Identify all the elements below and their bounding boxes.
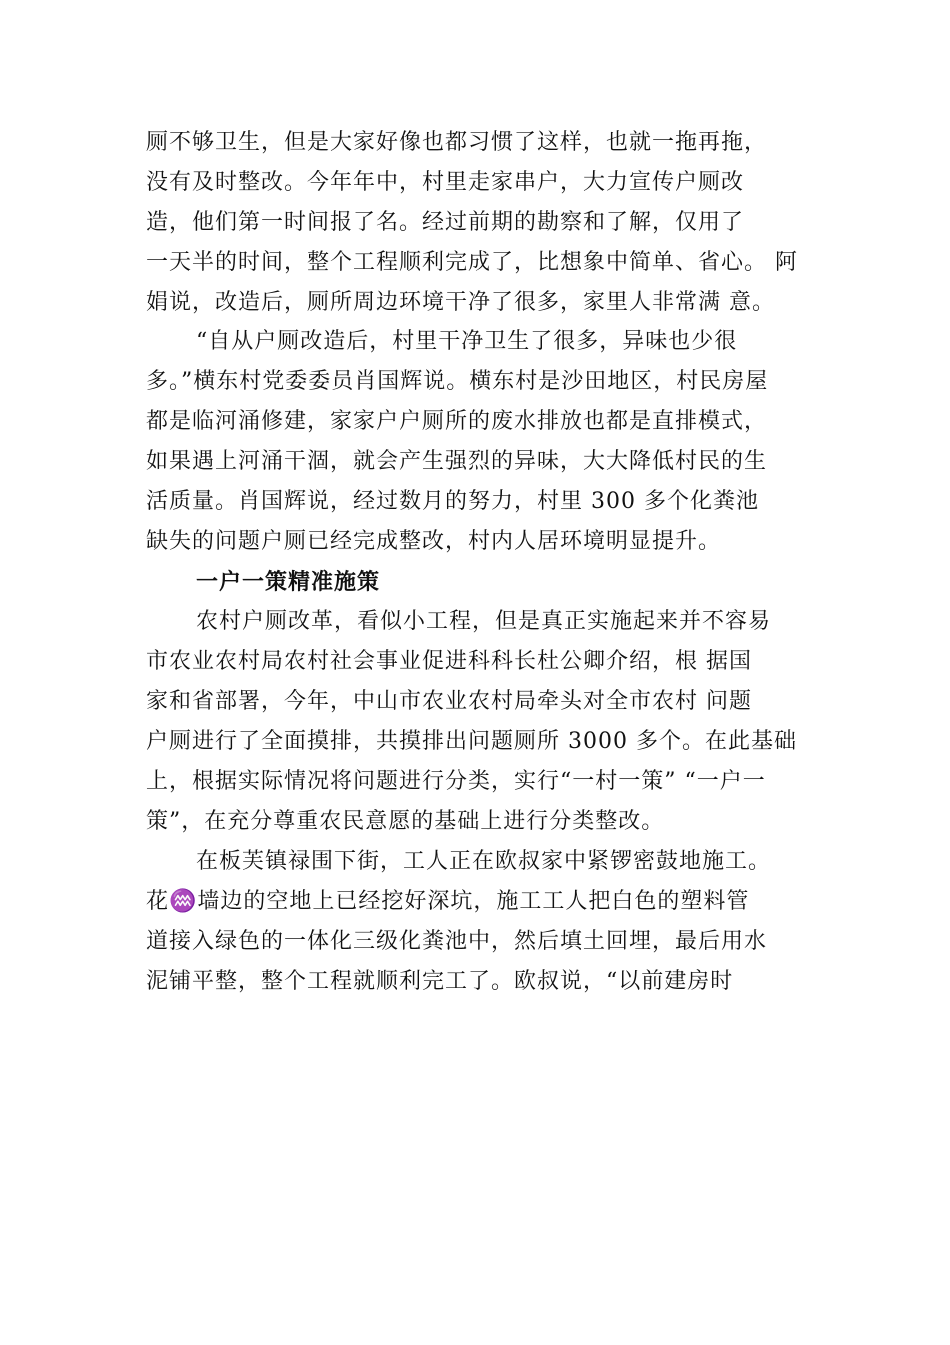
paragraph-line: 泥铺平整，整个工程就顺利完工了。欧叔说，“以前建房时 — [146, 969, 734, 994]
paragraph-line: 厕不够卫生，但是大家好像也都习惯了这样，也就一拖再拖， — [146, 130, 768, 155]
paragraph-line: 农村户厕改革，看似小工程，但是真正实施起来并不容易 — [196, 609, 772, 634]
paragraph-line: 策”，在充分尊重农民意愿的基础上进行分类整改。 — [146, 809, 665, 834]
paragraph-line: 造，他们第一时间报了名。经过前期的勘察和了解，仅用了 — [146, 210, 745, 235]
paragraph-line: 户厕进行了全面摸排，共摸排出问题厕所 3000 多个。在此基础 — [146, 729, 797, 754]
paragraph-line: 花♒墙边的空地上已经挖好深坑，施工工人把白色的塑料管 — [146, 889, 750, 914]
paragraph-line: 道接入绿色的一体化三级化粪池中，然后填土回埋，最后用水 — [146, 929, 768, 954]
section-heading: 一户一策精准施策 — [196, 569, 381, 595]
paragraph-line: 家和省部署，今年，中山市农业农村局牵头对全市农村 问题 — [146, 689, 752, 714]
paragraph-line: 缺失的问题户厕已经完成整改，村内人居环境明显提升。 — [146, 529, 722, 554]
paragraph-line: “自从户厕改造后，村里干净卫生了很多，异味也少很 — [196, 329, 738, 354]
paragraph-line: 都是临河涌修建，家家户户厕所的废水排放也都是直排模式， — [146, 409, 768, 434]
paragraph-line: 一天半的时间，整个工程顺利完成了，比想象中简单、省心。 阿 — [146, 250, 798, 275]
paragraph-line: 上，根据实际情况将问题进行分类，实行“一村一策” “一户一 — [146, 769, 766, 794]
paragraph-line: 市农业农村局农村社会事业促进科科长杜公卿介绍，根 据国 — [146, 649, 752, 674]
paragraph-line: 活质量。肖国辉说，经过数月的努力，村里 300 多个化粪池 — [146, 489, 759, 514]
paragraph-line: 在板芙镇禄围下街，工人正在欧叔家中紧锣密鼓地施工。 — [196, 849, 772, 874]
paragraph-line: 如果遇上河涌干涸，就会产生强烈的异味，大大降低村民的生 — [146, 449, 768, 474]
paragraph-line: 娟说，改造后，厕所周边环境干净了很多，家里人非常满 意。 — [146, 290, 775, 315]
paragraph-line: 没有及时整改。今年年中，村里走家串户，大力宣传户厕改 — [146, 170, 745, 195]
paragraph-line: 多。”横东村党委委员肖国辉说。横东村是沙田地区，村民房屋 — [146, 369, 769, 394]
